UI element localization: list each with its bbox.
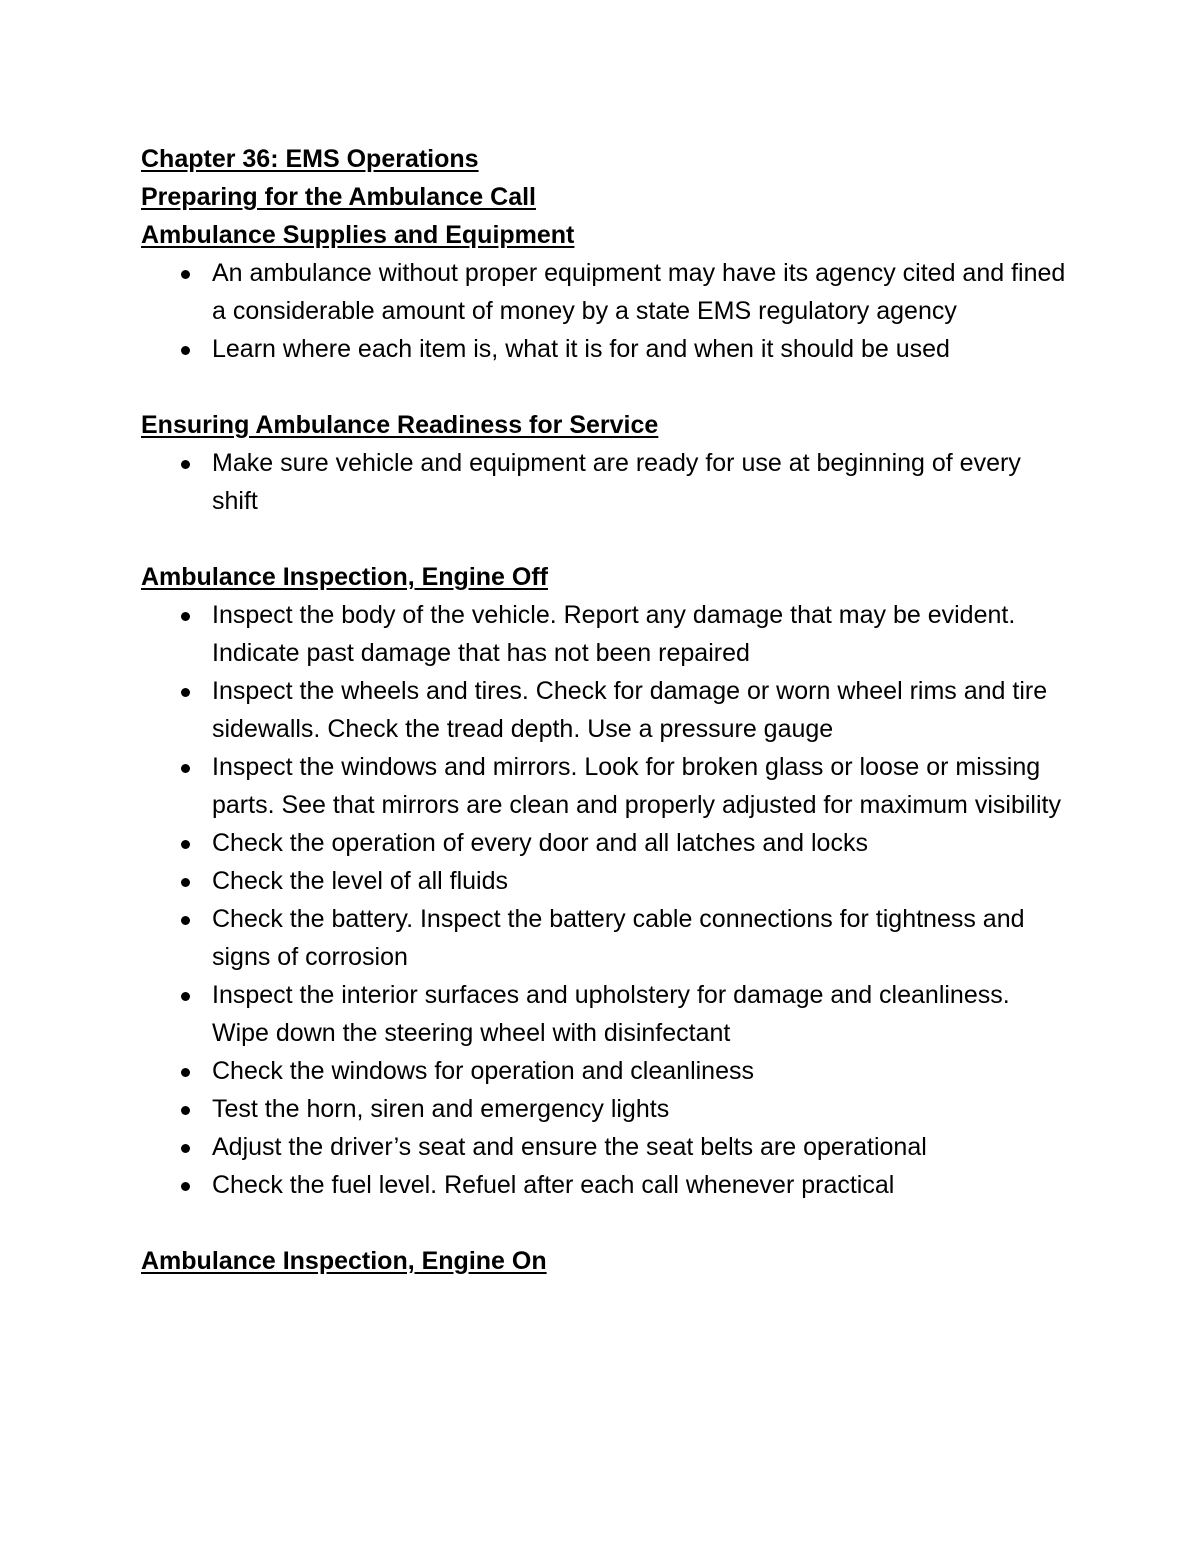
- list-item-text: Check the windows for operation and cleanliness: [212, 1057, 754, 1085]
- list-item-text: Check the level of all fluids: [212, 867, 508, 895]
- bullet-icon: [181, 688, 190, 697]
- list-item: [141, 254, 1071, 330]
- bullet-icon: [181, 1182, 190, 1191]
- supplies-list: [141, 254, 1071, 368]
- list-item: [141, 444, 1071, 520]
- section-heading-readiness: Ensuring Ambulance Readiness for Service: [141, 411, 659, 439]
- bullet-icon: [181, 612, 190, 621]
- list-item-text: Check the operation of every door and all latches and locks: [212, 829, 868, 857]
- readiness-list: [141, 444, 1071, 520]
- list-item: [141, 862, 1071, 900]
- section-heading-supplies: Ambulance Supplies and Equipment: [141, 221, 575, 249]
- list-item: [141, 824, 1071, 862]
- bullet-icon: [181, 764, 190, 773]
- section-heading-preparing: Preparing for the Ambulance Call: [141, 183, 536, 211]
- list-item-text: Check the fuel level. Refuel after each call whenever practical: [212, 1171, 895, 1199]
- list-item-text: Make sure vehicle and equipment are ready for use at beginning of every shift: [212, 449, 1021, 515]
- list-item: [141, 1052, 1071, 1090]
- list-item-text: An ambulance without proper equipment may have its agency cited and fined a considerable amount of money by a state EMS regulatory agency: [212, 259, 1066, 325]
- list-item-text: Inspect the windows and mirrors. Look for broken glass or loose or missing parts. See that mirrors are clean and properly adjusted for maximum visibility: [212, 753, 1061, 819]
- list-item-text: Adjust the driver’s seat and ensure the seat belts are operational: [212, 1133, 927, 1161]
- spacer: [141, 1204, 1071, 1242]
- list-item-text: Inspect the wheels and tires. Check for damage or worn wheel rims and tire sidewalls. Check the tread depth. Use a pressure gauge: [212, 677, 1048, 743]
- list-item: [141, 900, 1071, 976]
- bullet-icon: [181, 346, 190, 355]
- list-item: [141, 1128, 1071, 1166]
- list-item: [141, 672, 1071, 748]
- bullet-icon: [181, 878, 190, 887]
- list-item: [141, 596, 1071, 672]
- spacer: [141, 520, 1071, 558]
- list-item-text: Test the horn, siren and emergency lights: [212, 1095, 670, 1123]
- list-item: [141, 748, 1071, 824]
- bullet-icon: [181, 840, 190, 849]
- list-item-text: Inspect the body of the vehicle. Report any damage that may be evident. Indicate past damage that has not been repaired: [212, 601, 1016, 667]
- list-item: [141, 1090, 1071, 1128]
- spacer: [141, 368, 1071, 406]
- bullet-icon: [181, 1068, 190, 1077]
- list-item: [141, 1166, 1071, 1204]
- bullet-icon: [181, 460, 190, 469]
- section-heading-engine-off: Ambulance Inspection, Engine Off: [141, 563, 548, 591]
- bullet-icon: [181, 1106, 190, 1115]
- bullet-icon: [181, 992, 190, 1001]
- list-item-text: Check the battery. Inspect the battery cable connections for tightness and signs of corrosion: [212, 905, 1025, 971]
- bullet-icon: [181, 270, 190, 279]
- bullet-icon: [181, 916, 190, 925]
- list-item-text: Inspect the interior surfaces and upholstery for damage and cleanliness. Wipe down the steering wheel with disinfectant: [212, 981, 1010, 1047]
- list-item-text: Learn where each item is, what it is for and when it should be used: [212, 335, 950, 363]
- section-heading-engine-on: Ambulance Inspection, Engine On: [141, 1247, 547, 1275]
- document-page: [141, 140, 1071, 1280]
- bullet-icon: [181, 1144, 190, 1153]
- list-item: [141, 976, 1071, 1052]
- engine-off-list: [141, 596, 1071, 1204]
- list-item: [141, 330, 1071, 368]
- chapter-title: Chapter 36: EMS Operations: [141, 145, 479, 173]
